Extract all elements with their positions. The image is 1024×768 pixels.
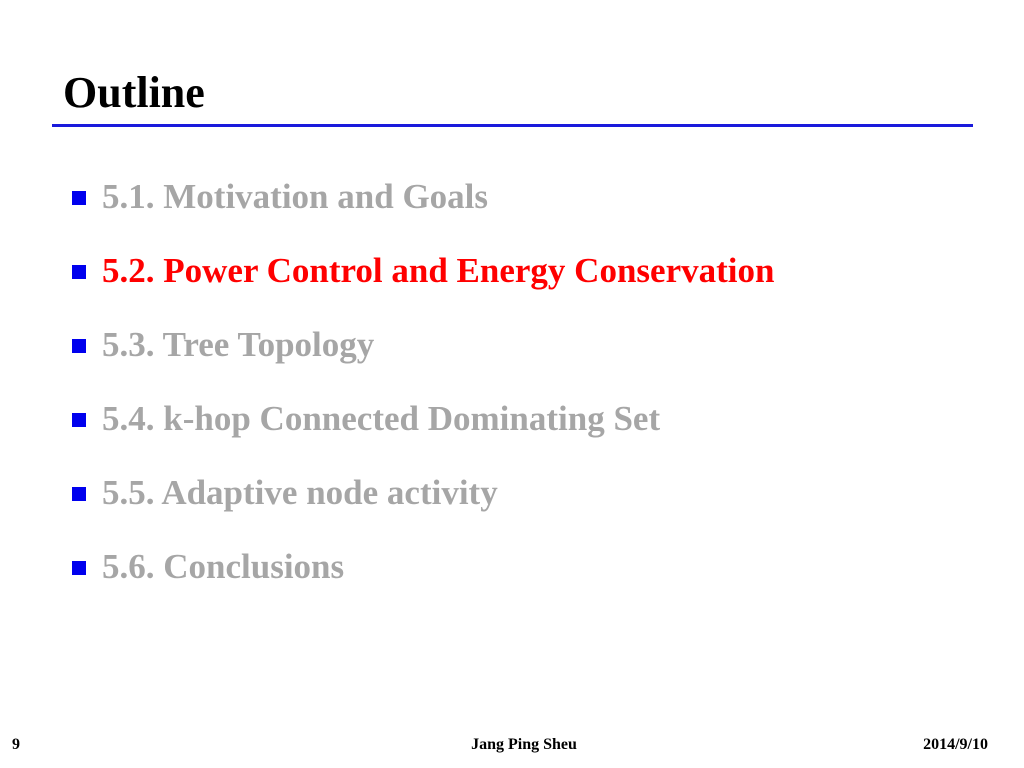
square-bullet-icon — [72, 561, 86, 575]
page-number: 9 — [12, 736, 20, 753]
outline-item-label: 5.3. Tree Topology — [102, 325, 375, 364]
footer-author: Jang Ping Sheu — [471, 736, 577, 753]
outline-item — [72, 468, 774, 542]
outline-item — [72, 542, 774, 616]
square-bullet-icon — [72, 413, 86, 427]
square-bullet-icon — [72, 191, 86, 205]
outline-item-label: 5.6. Conclusions — [102, 547, 345, 586]
square-bullet-icon — [72, 265, 86, 279]
footer-date: 2014/9/10 — [923, 736, 988, 753]
square-bullet-icon — [72, 339, 86, 353]
outline-item-label: 5.5. Adaptive node activity — [102, 473, 498, 512]
outline-item — [72, 172, 774, 246]
title-underline — [52, 124, 973, 127]
outline-item — [72, 246, 774, 320]
outline-item — [72, 320, 774, 394]
outline-item — [72, 394, 774, 468]
outline-item-label: 5.1. Motivation and Goals — [102, 177, 489, 216]
slide-title: Outline — [63, 68, 205, 117]
outline-list — [72, 172, 774, 616]
square-bullet-icon — [72, 487, 86, 501]
outline-item-label: 5.4. k-hop Connected Dominating Set — [102, 399, 661, 438]
outline-item-label: 5.2. Power Control and Energy Conservation — [102, 251, 775, 290]
